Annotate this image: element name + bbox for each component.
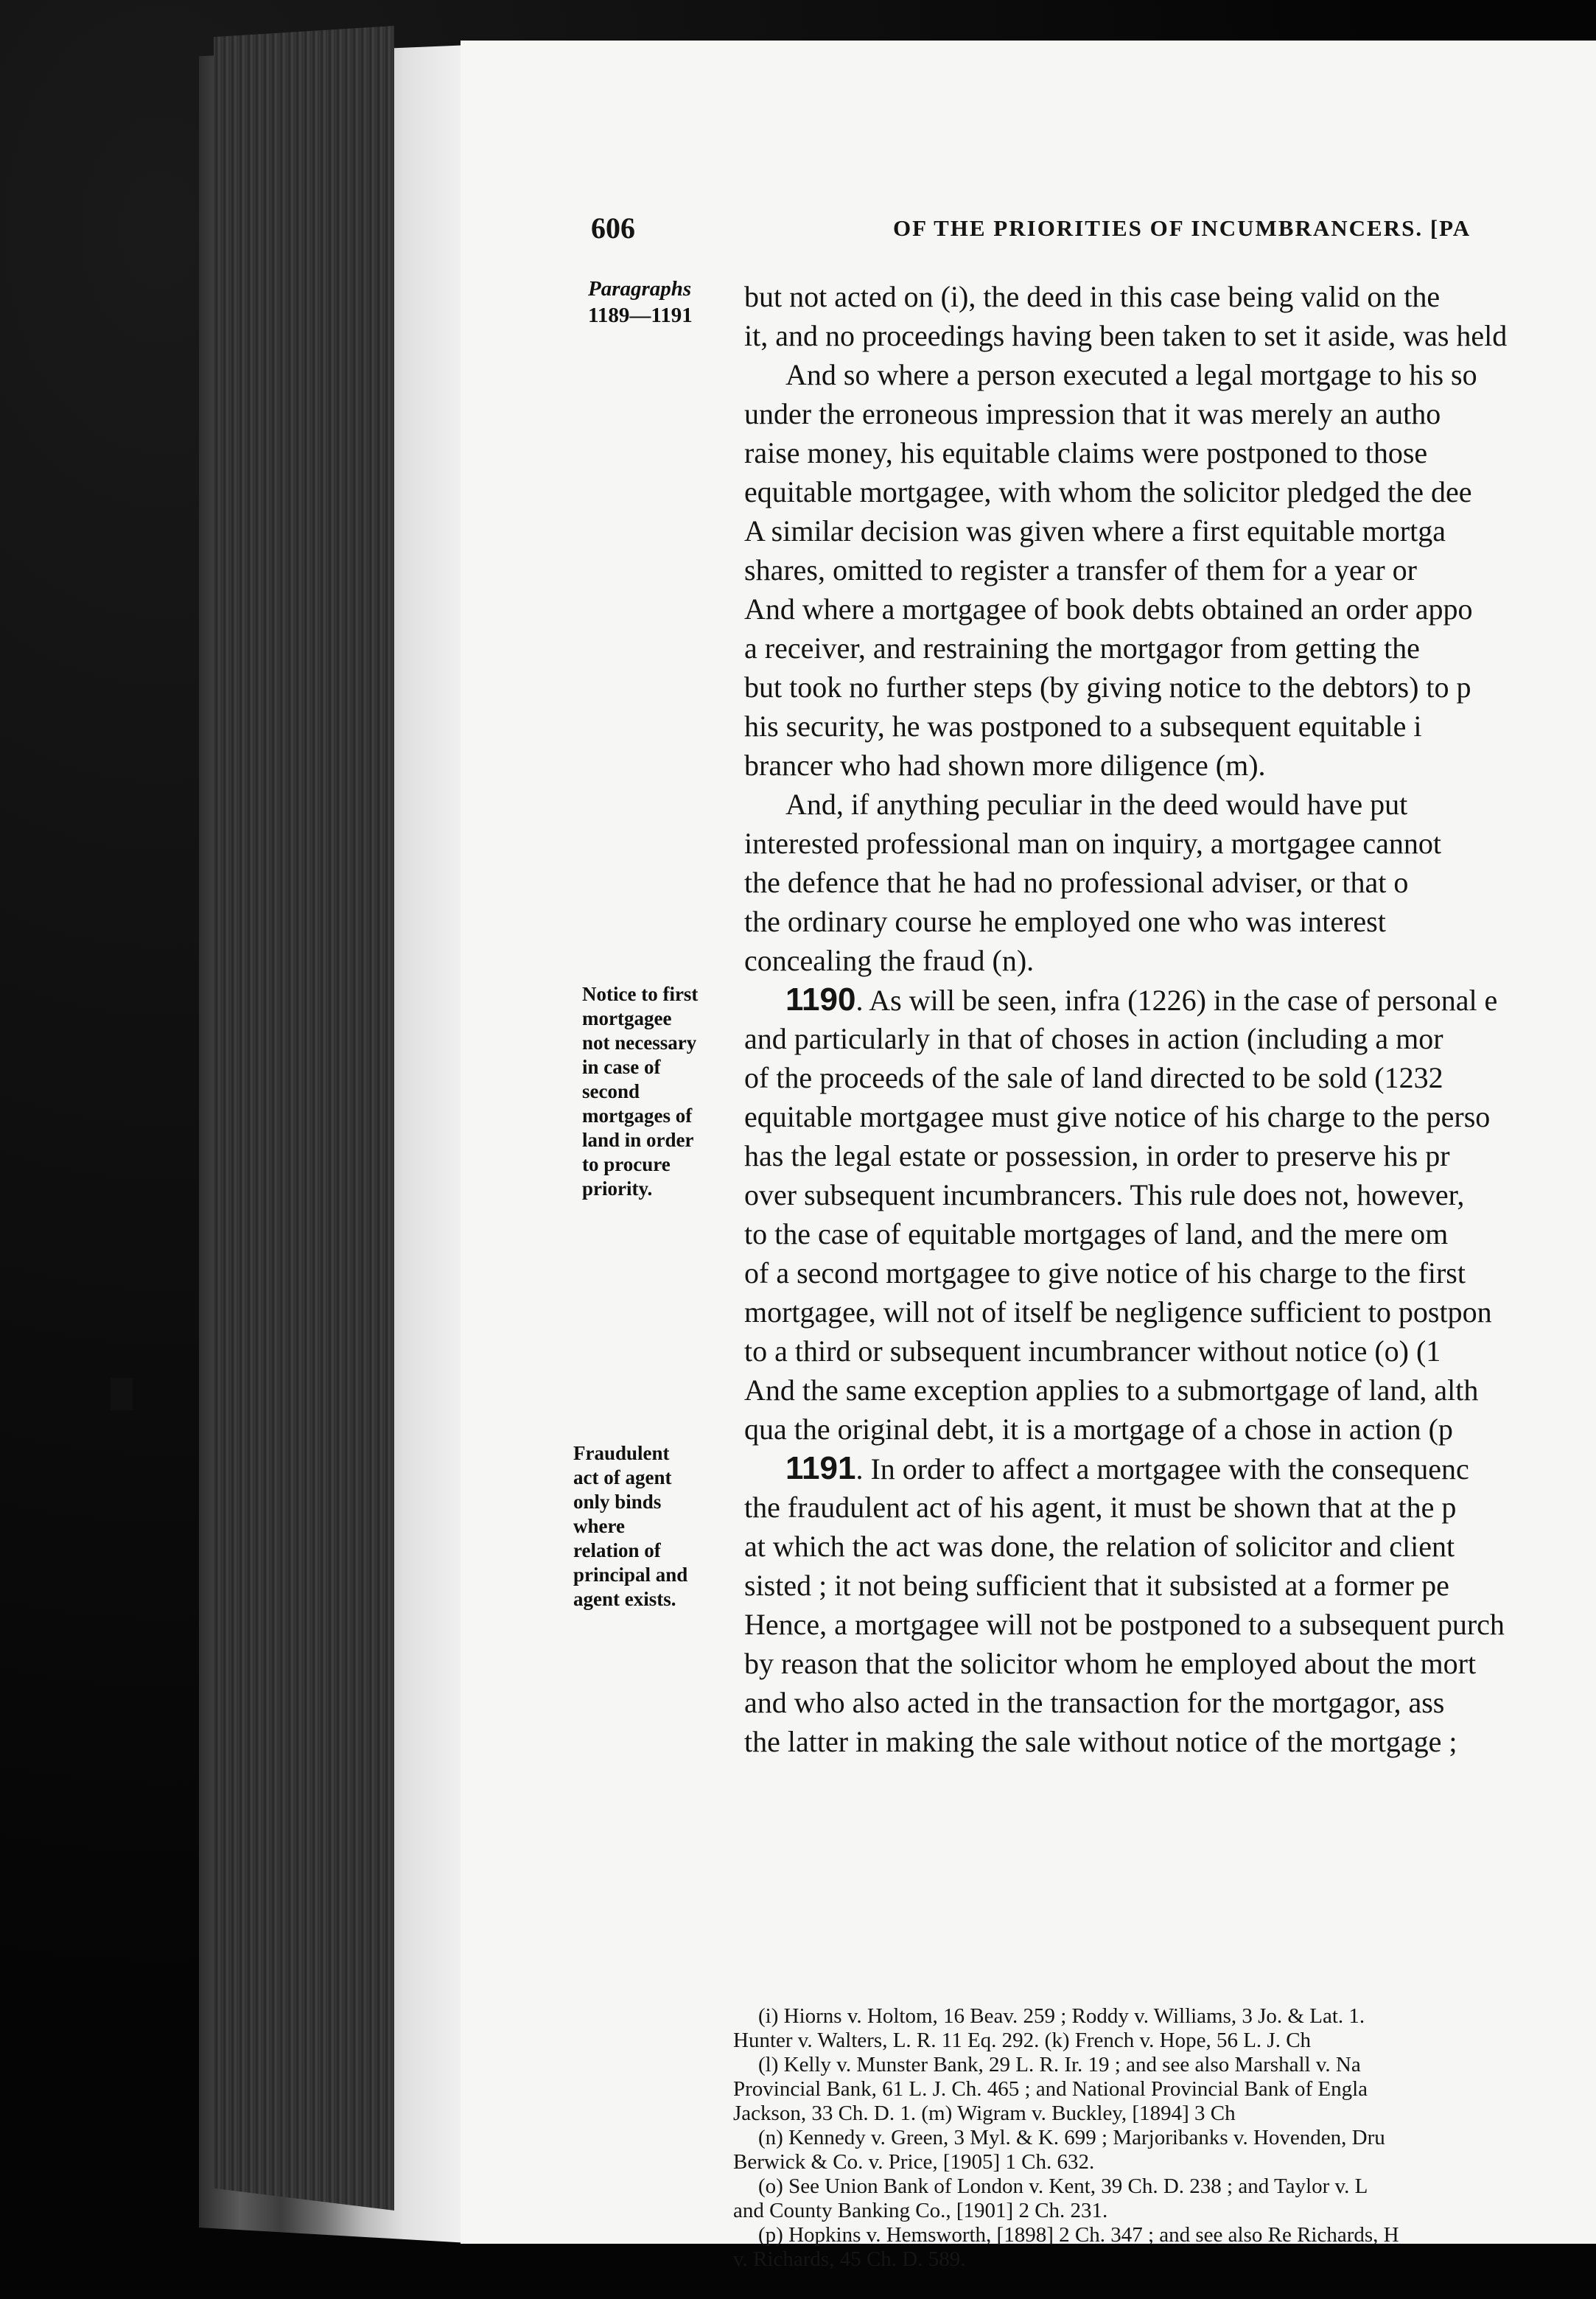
body-line: and who also acted in the transaction for the mortgagor, ass: [744, 1686, 1445, 1719]
margin-note-line: not necessary: [582, 1032, 697, 1054]
footnote-line: Hunter v. Walters, L. R. 11 Eq. 292. (k) French v. Hope, 56 L. J. Ch: [733, 2029, 1312, 2052]
footnote-line: v. Richards, 45 Ch. D. 589.: [733, 2247, 966, 2271]
body-line: And so where a person executed a legal mortgage to his so: [785, 358, 1477, 391]
body-line: interested professional man on inquiry, a mortgagee cannot: [744, 827, 1441, 860]
body-line: concealing the fraud (n).: [744, 944, 1035, 977]
body-line: has the legal estate or possession, in order to preserve his pr: [744, 1139, 1450, 1172]
body-line: but not acted on (i), the deed in this case being valid on the: [744, 280, 1441, 313]
body-line: the defence that he had no professional adviser, or that o: [744, 866, 1409, 899]
body-line: . As will be seen, infra (1226) in the case of personal e: [855, 984, 1498, 1017]
body-line: the latter in making the sale without notice of the mortgage ;: [744, 1725, 1457, 1758]
margin-note-line: agent exists.: [573, 1588, 676, 1610]
section-number-1191: 1191: [785, 1450, 856, 1486]
body-line: And, if anything peculiar in the deed would have put: [785, 788, 1408, 821]
body-line: equitable mortgagee must give notice of his charge to the perso: [744, 1100, 1491, 1133]
page-header: [591, 211, 1596, 248]
footnote-line: Provincial Bank, 61 L. J. Ch. 465 ; and National Provincial Bank of Engla: [733, 2077, 1368, 2101]
section-number-1190: 1190: [785, 981, 856, 1018]
footnote-line: and County Banking Co., [1901] 2 Ch. 231.: [733, 2199, 1108, 2222]
footnotes: [733, 2004, 1596, 2272]
body-line: to a third or subsequent incumbrancer without notice (o) (1: [744, 1334, 1441, 1368]
body-line: brancer who had shown more diligence (m).: [744, 749, 1266, 782]
body-line: by reason that the solicitor whom he employed about the mort: [744, 1647, 1477, 1680]
body-line: raise money, his equitable claims were postponed to those: [744, 436, 1428, 469]
margin-note-line: second: [582, 1080, 640, 1102]
margin-note-1191: [573, 1441, 687, 1612]
margin-note-line: act of agent: [573, 1466, 672, 1488]
body-line: a receiver, and restraining the mortgagor from getting the: [744, 631, 1420, 665]
body-line: to the case of equitable mortgages of land, and the mere om: [744, 1217, 1449, 1250]
margin-note-line: Notice to first: [582, 983, 699, 1005]
margin-note-line: mortgages of: [582, 1105, 693, 1127]
body-line: of a second mortgagee to give notice of his charge to the first: [744, 1256, 1466, 1290]
footnote-line: (i) Hiorns v. Holtom, 16 Beav. 259 ; Roddy v. Williams, 3 Jo. & Lat. 1.: [758, 2004, 1365, 2028]
body-line: sisted ; it not being sufficient that it subsisted at a former pe: [744, 1569, 1449, 1602]
page-number: 606: [591, 211, 635, 245]
margin-note-line: only binds: [573, 1491, 662, 1513]
footnote-line: Jackson, 33 Ch. D. 1. (m) Wigram v. Buckley, [1894] 3 Ch: [733, 2102, 1236, 2125]
body-line: over subsequent incumbrancers. This rule does not, however,: [744, 1178, 1465, 1211]
margin-note-line: to procure: [582, 1153, 671, 1175]
footnote-line: (p) Hopkins v. Hemsworth, [1898] 2 Ch. 347 ; and see also Re Richards, H: [758, 2223, 1399, 2247]
body-line: And where a mortgagee of book debts obtained an order appo: [744, 592, 1473, 626]
body-line: And the same exception applies to a submortgage of land, alth: [744, 1374, 1479, 1407]
body-line: the fraudulent act of his agent, it must be shown that at the p: [744, 1491, 1457, 1524]
body-line: Hence, a mortgagee will not be postponed to a subsequent purch: [744, 1608, 1505, 1641]
section-1191-first-line: [744, 1449, 1596, 1488]
body-line: his security, he was postponed to a subsequent equitable i: [744, 710, 1422, 743]
footnote-line: Berwick & Co. v. Price, [1905] 1 Ch. 632.: [733, 2150, 1095, 2174]
body-line: and particularly in that of choses in action (including a mor: [744, 1022, 1443, 1055]
margin-note-1190: [582, 982, 698, 1201]
margin-note-line: Fraudulent: [573, 1442, 670, 1464]
paragraphs-label: Paragraphs: [588, 277, 692, 301]
body-line: of the proceeds of the sale of land directed to be sold (1232: [744, 1061, 1443, 1094]
body-line: at which the act was done, the relation of solicitor and client: [744, 1530, 1455, 1563]
body-line: shares, omitted to register a transfer of them for a year or: [744, 553, 1417, 587]
paragraph-reference: [588, 276, 693, 329]
book-spine: [214, 15, 394, 2233]
body-line: qua the original debt, it is a mortgage of a chose in action (p: [744, 1413, 1453, 1446]
body-line: A similar decision was given where a first equitable mortga: [744, 514, 1446, 547]
margin-note-line: principal and: [573, 1564, 688, 1586]
margin-note-line: relation of: [573, 1539, 661, 1561]
footnote-line: (o) See Union Bank of London v. Kent, 39 Ch. D. 238 ; and Taylor v. L: [758, 2174, 1368, 2198]
body-line: but took no further steps (by giving notice to the debtors) to p: [744, 671, 1471, 704]
margin-note-line: mortgagee: [582, 1007, 672, 1029]
footnote-line: (l) Kelly v. Munster Bank, 29 L. R. Ir. 19 ; and see also Marshall v. Na: [758, 2053, 1361, 2076]
body-line: it, and no proceedings having been taken to set it aside, was held: [744, 319, 1508, 352]
paragraphs-range: 1189—1191: [588, 304, 693, 327]
body-line: under the erroneous impression that it was merely an autho: [744, 397, 1441, 430]
body-line: mortgagee, will not of itself be negligence sufficient to postpon: [744, 1295, 1492, 1329]
scan-mark: [111, 1378, 133, 1410]
margin-note-line: in case of: [582, 1056, 661, 1078]
margin-note-line: priority.: [582, 1178, 653, 1200]
body-line: the ordinary course he employed one who was interest: [744, 905, 1386, 938]
margin-note-line: where: [573, 1515, 625, 1537]
margin-note-line: land in order: [582, 1129, 694, 1151]
body-line: . In order to affect a mortgagee with the consequenc: [855, 1452, 1469, 1486]
running-title: OF THE PRIORITIES OF INCUMBRANCERS. [PA: [893, 215, 1471, 241]
footnote-line: (n) Kennedy v. Green, 3 Myl. & K. 699 ; Marjoribanks v. Hovenden, Dru: [758, 2126, 1385, 2149]
body-line: equitable mortgagee, with whom the solicitor pledged the dee: [744, 475, 1472, 508]
body-text: [744, 277, 1596, 1761]
section-1190-first-line: [744, 980, 1596, 1019]
